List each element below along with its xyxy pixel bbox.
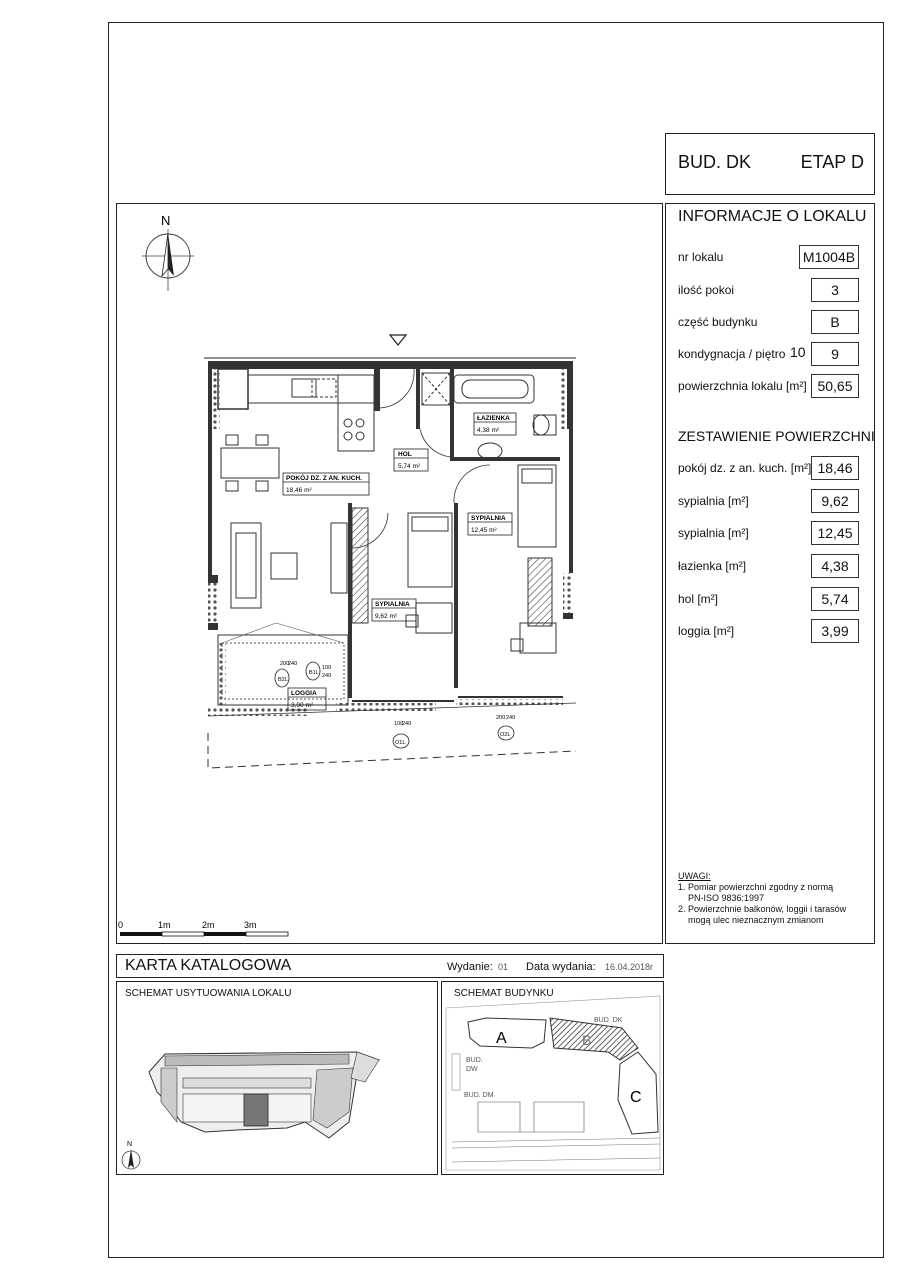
room-area-bathroom: 4,38 m² — [477, 427, 500, 434]
room-name-bedroom2: SYPIALNIA — [471, 515, 506, 522]
window-tag-b2l — [275, 669, 289, 687]
room-label-living — [283, 473, 369, 495]
building-b-label: B — [582, 1032, 592, 1048]
building-schematic-title: SCHEMAT BUDYNKU — [454, 988, 554, 999]
stage-name: ETAP D — [800, 152, 864, 172]
info-label-floor: kondygnacja / piętro — [678, 347, 786, 361]
scale-label-0: 0 — [118, 920, 124, 930]
scale-label-2: 2m — [202, 920, 215, 930]
room-name-loggia: LOGGIA — [291, 690, 317, 697]
summary-value-bedroom1: 9,62 — [811, 489, 859, 513]
floor-plan — [116, 203, 663, 944]
dim-5: 100 — [394, 721, 404, 727]
dim-3: 100 — [322, 665, 332, 671]
room-label-hall — [394, 449, 428, 471]
info-value-area: 50,65 — [811, 374, 859, 398]
summary-value-bathroom: 4,38 — [811, 554, 859, 578]
location-title: SCHEMAT USYTUOWANIA LOKALU — [125, 988, 292, 999]
catalog-title: KARTA KATALOGOWA — [125, 957, 292, 974]
window-tag-o1l — [393, 734, 409, 748]
room-name-hall: HOL — [398, 451, 412, 458]
location-north-label: N — [127, 1141, 133, 1148]
edition-value: 01 — [498, 962, 509, 972]
svg-text:B1L: B1L — [309, 670, 319, 676]
info-title: INFORMACJE O LOKALU — [678, 208, 867, 225]
note-line-4: mogą ulec nieznacznym zmianom — [688, 915, 824, 925]
edition-label: Wydanie: — [447, 961, 493, 973]
north-label: N — [161, 213, 171, 228]
dim-6: 240 — [402, 721, 412, 727]
building-map — [442, 982, 663, 1174]
summary-label-hall: hol [m²] — [678, 592, 719, 606]
bud-dw-label-2: DW — [466, 1066, 478, 1073]
room-label-bedroom1 — [372, 599, 416, 621]
north-arrow-icon — [142, 229, 194, 291]
window-tag-b1l — [306, 662, 320, 680]
catalog-header — [116, 954, 664, 978]
date-label: Data wydania: — [526, 961, 596, 973]
room-name-living: POKÓJ DZ. Z AN. KUCH. — [286, 475, 362, 482]
note-line-1: 1. Pomiar powierzchni zgodny z normą — [678, 882, 834, 892]
bud-dk-label: BUD. DK — [594, 1017, 623, 1024]
building-schematic — [441, 981, 664, 1175]
room-name-bedroom1: SYPIALNIA — [375, 601, 410, 608]
room-label-bedroom2 — [468, 513, 512, 535]
room-area-hall: 5,74 m² — [398, 463, 421, 470]
info-value-unit: M1004B — [799, 245, 859, 269]
summary-value-living: 18,46 — [811, 456, 859, 480]
info-label-unit: nr lokalu — [678, 250, 724, 264]
svg-text:O2L: O2L — [500, 732, 511, 738]
info-value-part: B — [811, 310, 859, 334]
summary-label-bathroom: łazienka [m²] — [678, 559, 747, 573]
summary-label-bedroom2: sypialnia [m²] — [678, 526, 749, 540]
info-value-floor: 9 — [811, 342, 859, 366]
dim-8: 240 — [506, 715, 516, 721]
location-map — [117, 982, 437, 1174]
bud-dm-label: BUD. DM — [464, 1092, 494, 1099]
location-schematic — [116, 981, 438, 1175]
note-line-3: 2. Powierzchnie balkonów, loggii i tarasów — [678, 904, 847, 914]
notes-title: UWAGI: — [678, 871, 711, 881]
room-area-bedroom2: 12,45 m² — [471, 527, 497, 534]
dim-1: 200 — [280, 661, 290, 667]
summary-label-loggia: loggia [m²] — [678, 624, 735, 638]
mini-north-arrow-icon — [122, 1149, 140, 1169]
dim-7: 200 — [496, 715, 506, 721]
info-value-storey: 10 — [790, 344, 806, 360]
date-value: 16.04.2018r — [605, 962, 654, 972]
window-tag-o2l — [498, 726, 514, 740]
note-line-2: PN-ISO 9836:1997 — [688, 893, 765, 903]
info-label-area: powierzchnia lokalu [m²] — [678, 379, 807, 393]
building-name: BUD. DK — [678, 152, 752, 172]
summary-value-bedroom2: 12,45 — [811, 521, 859, 545]
header-box — [665, 133, 875, 195]
svg-text:B2L: B2L — [278, 677, 288, 683]
info-label-part: część budynku — [678, 315, 758, 329]
room-area-loggia: 3,90 m² — [291, 702, 314, 709]
room-area-living: 18,46 m² — [286, 487, 312, 494]
info-box — [665, 203, 875, 944]
summary-value-loggia: 3,99 — [811, 619, 859, 643]
scale-label-3: 3m — [244, 920, 257, 930]
info-value-rooms: 3 — [811, 278, 859, 302]
entrance-marker-icon — [390, 335, 406, 345]
svg-text:O1L: O1L — [395, 740, 406, 746]
building-a-label: A — [496, 1030, 507, 1047]
scale-label-1: 1m — [158, 920, 171, 930]
building-c-label: C — [630, 1089, 642, 1106]
info-label-rooms: ilość pokoi — [678, 283, 735, 297]
bud-dw-label-1: BUD. — [466, 1057, 483, 1064]
dim-2: 240 — [288, 661, 298, 667]
room-name-bathroom: ŁAZIENKA — [477, 415, 510, 422]
dim-4: 240 — [322, 673, 332, 679]
summary-title: ZESTAWIENIE POWIERZCHNI — [678, 428, 875, 444]
summary-label-living: pokój dz. z an. kuch. [m²] — [678, 461, 812, 475]
summary-label-bedroom1: sypialnia [m²] — [678, 494, 749, 508]
scale-bar — [118, 920, 288, 936]
summary-value-hall: 5,74 — [811, 587, 859, 611]
room-label-bathroom — [474, 413, 516, 435]
room-area-bedroom1: 9,62 m² — [375, 613, 398, 620]
